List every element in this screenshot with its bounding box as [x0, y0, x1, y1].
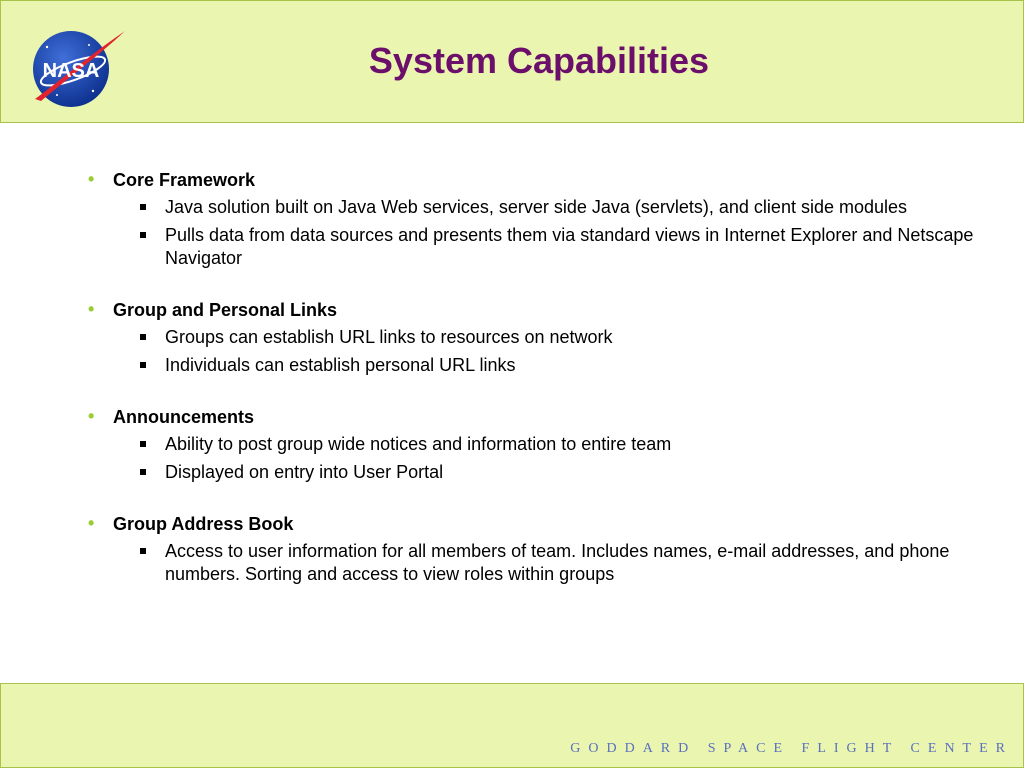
square-bullet-icon [140, 469, 146, 475]
square-bullet-icon [140, 334, 146, 340]
section-group-personal-links [88, 298, 978, 377]
section-heading [88, 405, 978, 429]
bullet-dot-icon: • [88, 299, 95, 319]
section-heading [88, 168, 978, 192]
slide-title: System Capabilities [368, 40, 710, 81]
header-band [0, 0, 1024, 123]
section-group-address-book [88, 512, 978, 586]
section-core-framework [88, 168, 978, 270]
sub-bullet-list [88, 433, 978, 484]
list-item [88, 224, 978, 270]
section-heading-text: Group Address Book [113, 514, 294, 534]
list-item-text: Groups can establish URL links to resources on network [165, 327, 613, 347]
square-bullet-icon [140, 362, 146, 368]
bullet-dot-icon: • [88, 513, 95, 533]
list-item [88, 354, 978, 377]
list-item-text: Ability to post group wide notices and information to entire team [165, 434, 672, 454]
footer-text: GODDARD SPACE FLIGHT CENTER [570, 741, 1013, 756]
section-heading-text: Core Framework [113, 170, 256, 190]
footer-band [0, 683, 1024, 768]
list-item-text: Access to user information for all members of team. Includes names, e-mail addresses, and phone numbers. Sorting and access to view roles within groups [165, 541, 950, 584]
section-heading-text: Announcements [113, 407, 255, 427]
bullet-content [88, 168, 978, 614]
nasa-logo-graphic [27, 27, 127, 109]
list-item-text: Pulls data from data sources and presents them via standard views in Internet Explorer and Netscape Navigator [165, 225, 974, 268]
list-item [88, 196, 978, 219]
sub-bullet-list [88, 196, 978, 270]
bullet-dot-icon: • [88, 169, 95, 189]
sub-bullet-list [88, 540, 978, 586]
section-announcements [88, 405, 978, 484]
list-item-text: Displayed on entry into User Portal [165, 462, 444, 482]
list-item [88, 461, 978, 484]
section-heading [88, 512, 978, 536]
square-bullet-icon [140, 441, 146, 447]
section-heading [88, 298, 978, 322]
square-bullet-icon [140, 204, 146, 210]
list-item [88, 433, 978, 456]
nasa-logo [27, 27, 127, 109]
section-heading-text: Group and Personal Links [113, 300, 338, 320]
sub-bullet-list [88, 326, 978, 377]
square-bullet-icon [140, 548, 146, 554]
bullet-dot-icon: • [88, 406, 95, 426]
list-item-text: Java solution built on Java Web services, server side Java (servlets), and client side modules [165, 197, 908, 217]
square-bullet-icon [140, 232, 146, 238]
list-item [88, 326, 978, 349]
list-item-text: Individuals can establish personal URL links [165, 355, 516, 375]
svg-text:NASA: NASA [42, 60, 100, 82]
list-item [88, 540, 978, 586]
